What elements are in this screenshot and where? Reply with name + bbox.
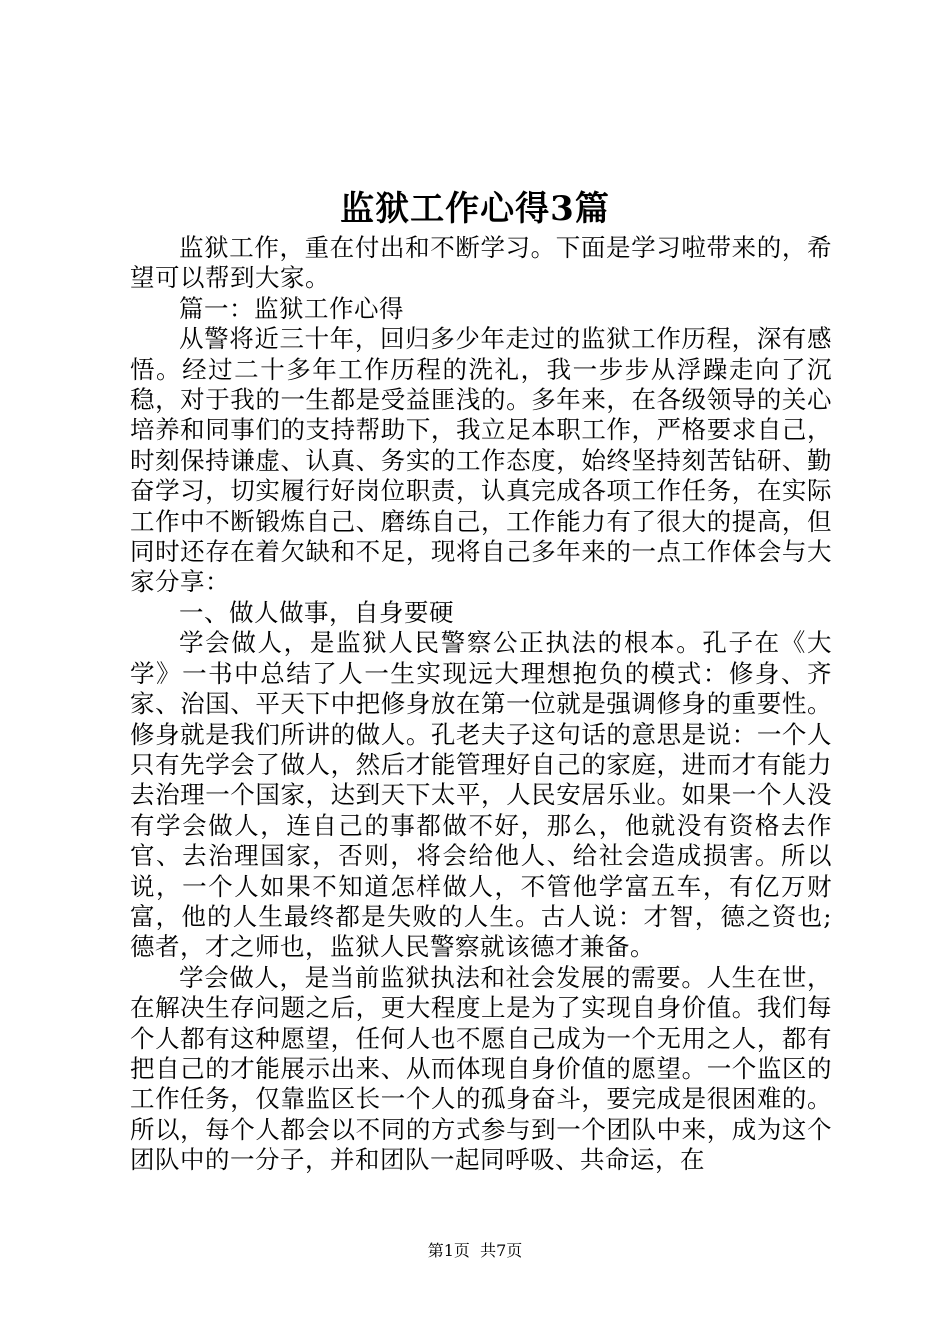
page-footer [0, 1240, 950, 1262]
section-heading: 篇一：监狱工作心得 [179, 293, 404, 323]
page-title: 监狱工作心得3篇 [340, 189, 610, 229]
document-body [130, 233, 832, 1176]
subsection-heading: 一、做人做事，自身要硬 [179, 597, 454, 627]
body-paragraph: 从警将近三十年，回归多少年走过的监狱工作历程，深有感悟。经过二十多年工作历程的洗礼，我一步步从浮躁走向了沉稳，对于我的一生都是受益匪浅的。多年来，在各级领导的关心培养和同事们的支持帮助下，我立足本职工作，严格要求自己，时刻保持谦虚、认真、务实的工作态度，始终坚持刻苦钻研、勤奋学习，切实履行好岗位职责，认真完成各项工作任务，在实际工作中不断锻炼自己、磨练自己，工作能力有了很大的提高，但同时还存在着欠缺和不足，现将自己多年来的一点工作体会与大家分享： [130, 324, 832, 597]
intro-paragraph: 监狱工作，重在付出和不断学习。下面是学习啦带来的，希望可以帮到大家。 [130, 233, 832, 293]
body-paragraph: 学会做人，是监狱人民警察公正执法的根本。孔子在《大学》一书中总结了人一生实现远大理想抱负的模式：修身、齐家、治国、平天下中把修身放在第一位就是强调修身的重要性。修身就是我们所讲的做人。孔老夫子这句话的意思是说：一个人只有先学会了做人，然后才能管理好自己的家庭，进而才有能力去治理一个国家，达到天下太平，人民安居乐业。如果一个人没有学会做人，连自己的事都做不好，那么，他就没有资格去作官、去治理国家，否则，将会给他人、给社会造成损害。所以说，一个人如果不知道怎样做人，不管他学富五车，有亿万财富，他的人生最终都是失败的人生。古人说：才智，德之资也;德者，才之师也，监狱人民警察就该德才兼备。 [130, 628, 832, 962]
page-number: 第1页 [427, 1241, 470, 1260]
body-paragraph: 学会做人，是当前监狱执法和社会发展的需要。人生在世，在解决生存问题之后，更大程度上是为了实现自身价值。我们每个人都有这种愿望，任何人也不愿自己成为一个无用之人，都有把自己的才能展示出来、从而体现自身价值的愿望。一个监区的工作任务，仅靠监区长一个人的孤身奋斗，要完成是很困难的。所以，每个人都会以不同的方式参与到一个团队中来，成为这个团队中的一分子，并和团队一起同呼吸、共命运，在 [130, 962, 832, 1175]
page-total: 共7页 [480, 1241, 523, 1260]
